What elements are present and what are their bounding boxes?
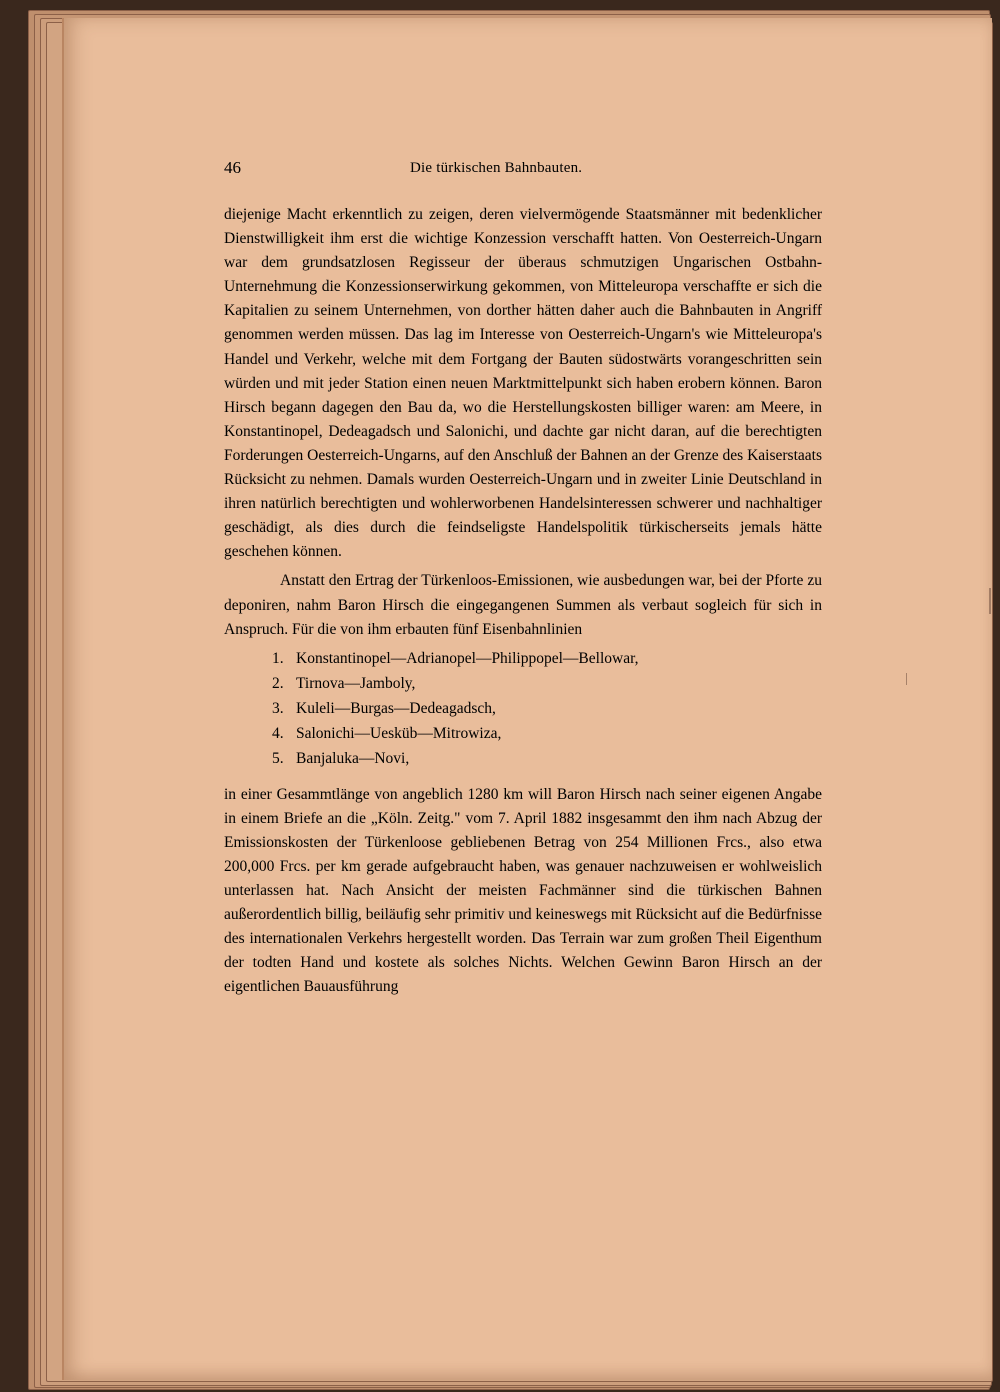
- list-item-text: Banjaluka—Novi,: [296, 749, 410, 767]
- list-item: [272, 721, 822, 746]
- rail-lines-list: [272, 646, 822, 771]
- list-item-text: Tirnova—Jamboly,: [296, 674, 416, 692]
- list-item-text: Konstantinopel—Adrianopel—Philippopel—Bellowar,: [296, 649, 639, 667]
- list-item-number: 5.: [272, 749, 284, 767]
- page-number: 46: [224, 158, 241, 177]
- paragraph-emissions: Anstatt den Ertrag der Türkenloos-Emissionen, wie ausbedungen war, bei der Pforte zu deponiren, nahm Baron Hirsch die eingegangenen Summen als verbaut sogleich für sich in Anspruch. Für die von ihm erbauten fünf Eisenbahnlinien: [224, 572, 822, 638]
- list-item: [272, 646, 822, 671]
- list-item-number: 4.: [272, 724, 284, 742]
- page-header: [224, 158, 824, 182]
- paragraph-costs: in einer Gesammtlänge von angeblich 1280 km will Baron Hirsch nach seiner eigenen Angabe in einem Briefe an die „Köln. Zeitg." vom 7. April 1882 insgesammt den ihm nach Abzug der Emissionskosten der Türkenloose gebliebenen Betrag von 254 Millionen Frcs., also etwa 200,000 Frcs. per km gerade aufgebraucht haben, was genauer nachzuweisen er wohlweislich unterlassen hat. Nach Ansicht der meisten Fachmänner sind die türkischen Bahnen außerordentlich billig, beiläufig sehr primitiv und keineswegs mit Rücksicht auf die Bedürfnisse des internationalen Verkehrs hergestellt worden. Das Terrain war zum großen Theil Eigenthum der todten Hand und kostete als solches Nichts. Welchen Gewinn Baron Hirsch an der eigentlichen Bauausführung: [224, 785, 822, 996]
- list-item: [272, 746, 822, 771]
- list-item-text: Salonichi—Uesküb—Mitrowiza,: [296, 724, 502, 742]
- list-item: [272, 671, 822, 696]
- running-title: Die türkischen Bahnbauten.: [410, 160, 583, 176]
- page-body: [224, 203, 822, 1000]
- list-item-text: Kuleli—Burgas—Dedeagadsch,: [296, 699, 496, 717]
- list-item: [272, 696, 822, 721]
- paragraph-continued: diejenige Macht erkenntlich zu zeigen, deren vielvermögende Staatsmänner mit bedenklicher Dienstwilligkeit ihm erst die wichtige Konzession verschafft hatten. Von Oesterreich-Ungarn war dem grundsatzlosen Regisseur der überaus schmutzigen Ungarischen Ostbahn-Unternehmung die Konzessionserwirkung gekommen, von Mitteleuropa verschaffte er sich die Kapitalien zu seinem Unternehmen, von dorther hätten daher auch die Bahnbauten in Angriff genommen werden müssen. Das lag im Interesse von Oesterreich-Ungarn's wie Mitteleuropa's Handel und Verkehr, welche mit dem Fortgang der Bauten südostwärts vorangeschritten sein würden und mit jeder Station einen neuen Marktmittelpunkt sich haben erobern können. Baron Hirsch begann dagegen den Bau da, wo die Herstellungskosten billiger waren: am Meere, in Konstantinopel, Dedeagadsch und Salonichi, und dachte gar nicht daran, auf die berechtigten Forderungen Oesterreich-Ungarns, auf den Anschluß der Bahnen an der Grenze des Kaiserstaats Rücksicht zu nehmen. Damals wurden Oesterreich-Ungarn und in zweiter Linie Deutschland in ihren natürlich berechtigten und wohlerworbenen Handelsinteressen schwerer und nachhaltiger geschädigt, als dies durch die feindseligste Handelspolitik türkischerseits jemals hätte geschehen können.: [224, 206, 822, 561]
- margin-mark: [989, 588, 991, 614]
- list-item-number: 1.: [272, 649, 284, 667]
- list-item-number: 2.: [272, 674, 284, 692]
- margin-mark: [906, 673, 907, 685]
- list-item-number: 3.: [272, 699, 284, 717]
